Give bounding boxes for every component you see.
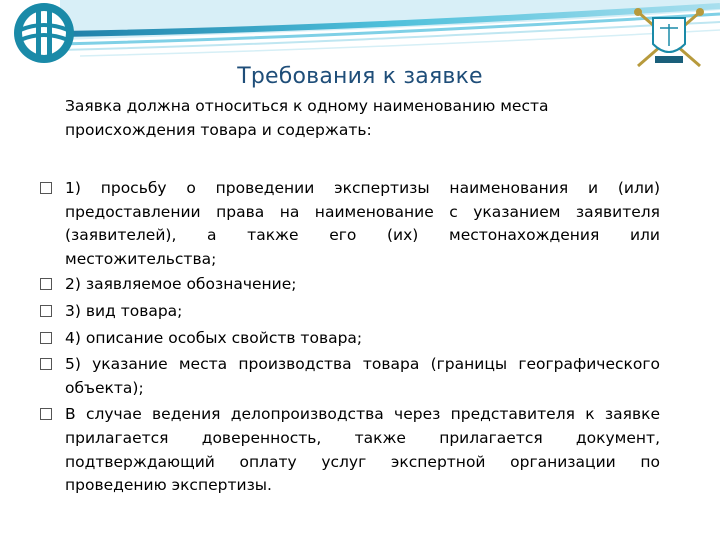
page-title: Требования к заявке xyxy=(237,64,483,89)
checkbox-bullet-icon xyxy=(40,332,52,344)
requirements-list xyxy=(40,177,660,501)
list-item xyxy=(40,300,660,324)
list-item xyxy=(40,273,660,297)
checkbox-bullet-icon xyxy=(40,278,52,290)
list-item-text: 2) заявляемое обозначение; xyxy=(65,275,297,294)
crossed-maces-emblem-icon xyxy=(630,6,708,72)
list-item-text: В случае ведения делопроизводства через представителя к заявке прилагается доверенность, также прилагается документ, подтверждающий оплату услуг экспертной организации по проведению экспертизы. xyxy=(65,405,660,495)
list-item xyxy=(40,177,660,271)
checkbox-bullet-icon xyxy=(40,182,52,194)
circular-wave-logo-icon xyxy=(0,0,88,66)
intro-text: Заявка должна относиться к одному наименованию места происхождения товара и содержать: xyxy=(65,97,549,139)
list-item xyxy=(40,327,660,351)
list-item xyxy=(40,403,660,497)
list-item-text: 3) вид товара; xyxy=(65,301,183,320)
list-item-text: 5) указание места производства товара (границы географического объекта); xyxy=(65,355,660,397)
checkbox-bullet-icon xyxy=(40,305,52,317)
checkbox-bullet-icon xyxy=(40,358,52,370)
list-item xyxy=(40,353,660,400)
checkbox-bullet-icon xyxy=(40,408,52,420)
list-item-text: 1) просьбу о проведении экспертизы наименования и (или) предоставлении права на наименование с указанием заявителя (заявителей), а также его (их) местонахождения или местожительства; xyxy=(65,179,660,268)
list-item-text: 4) описание особых свойств товара; xyxy=(65,328,363,347)
